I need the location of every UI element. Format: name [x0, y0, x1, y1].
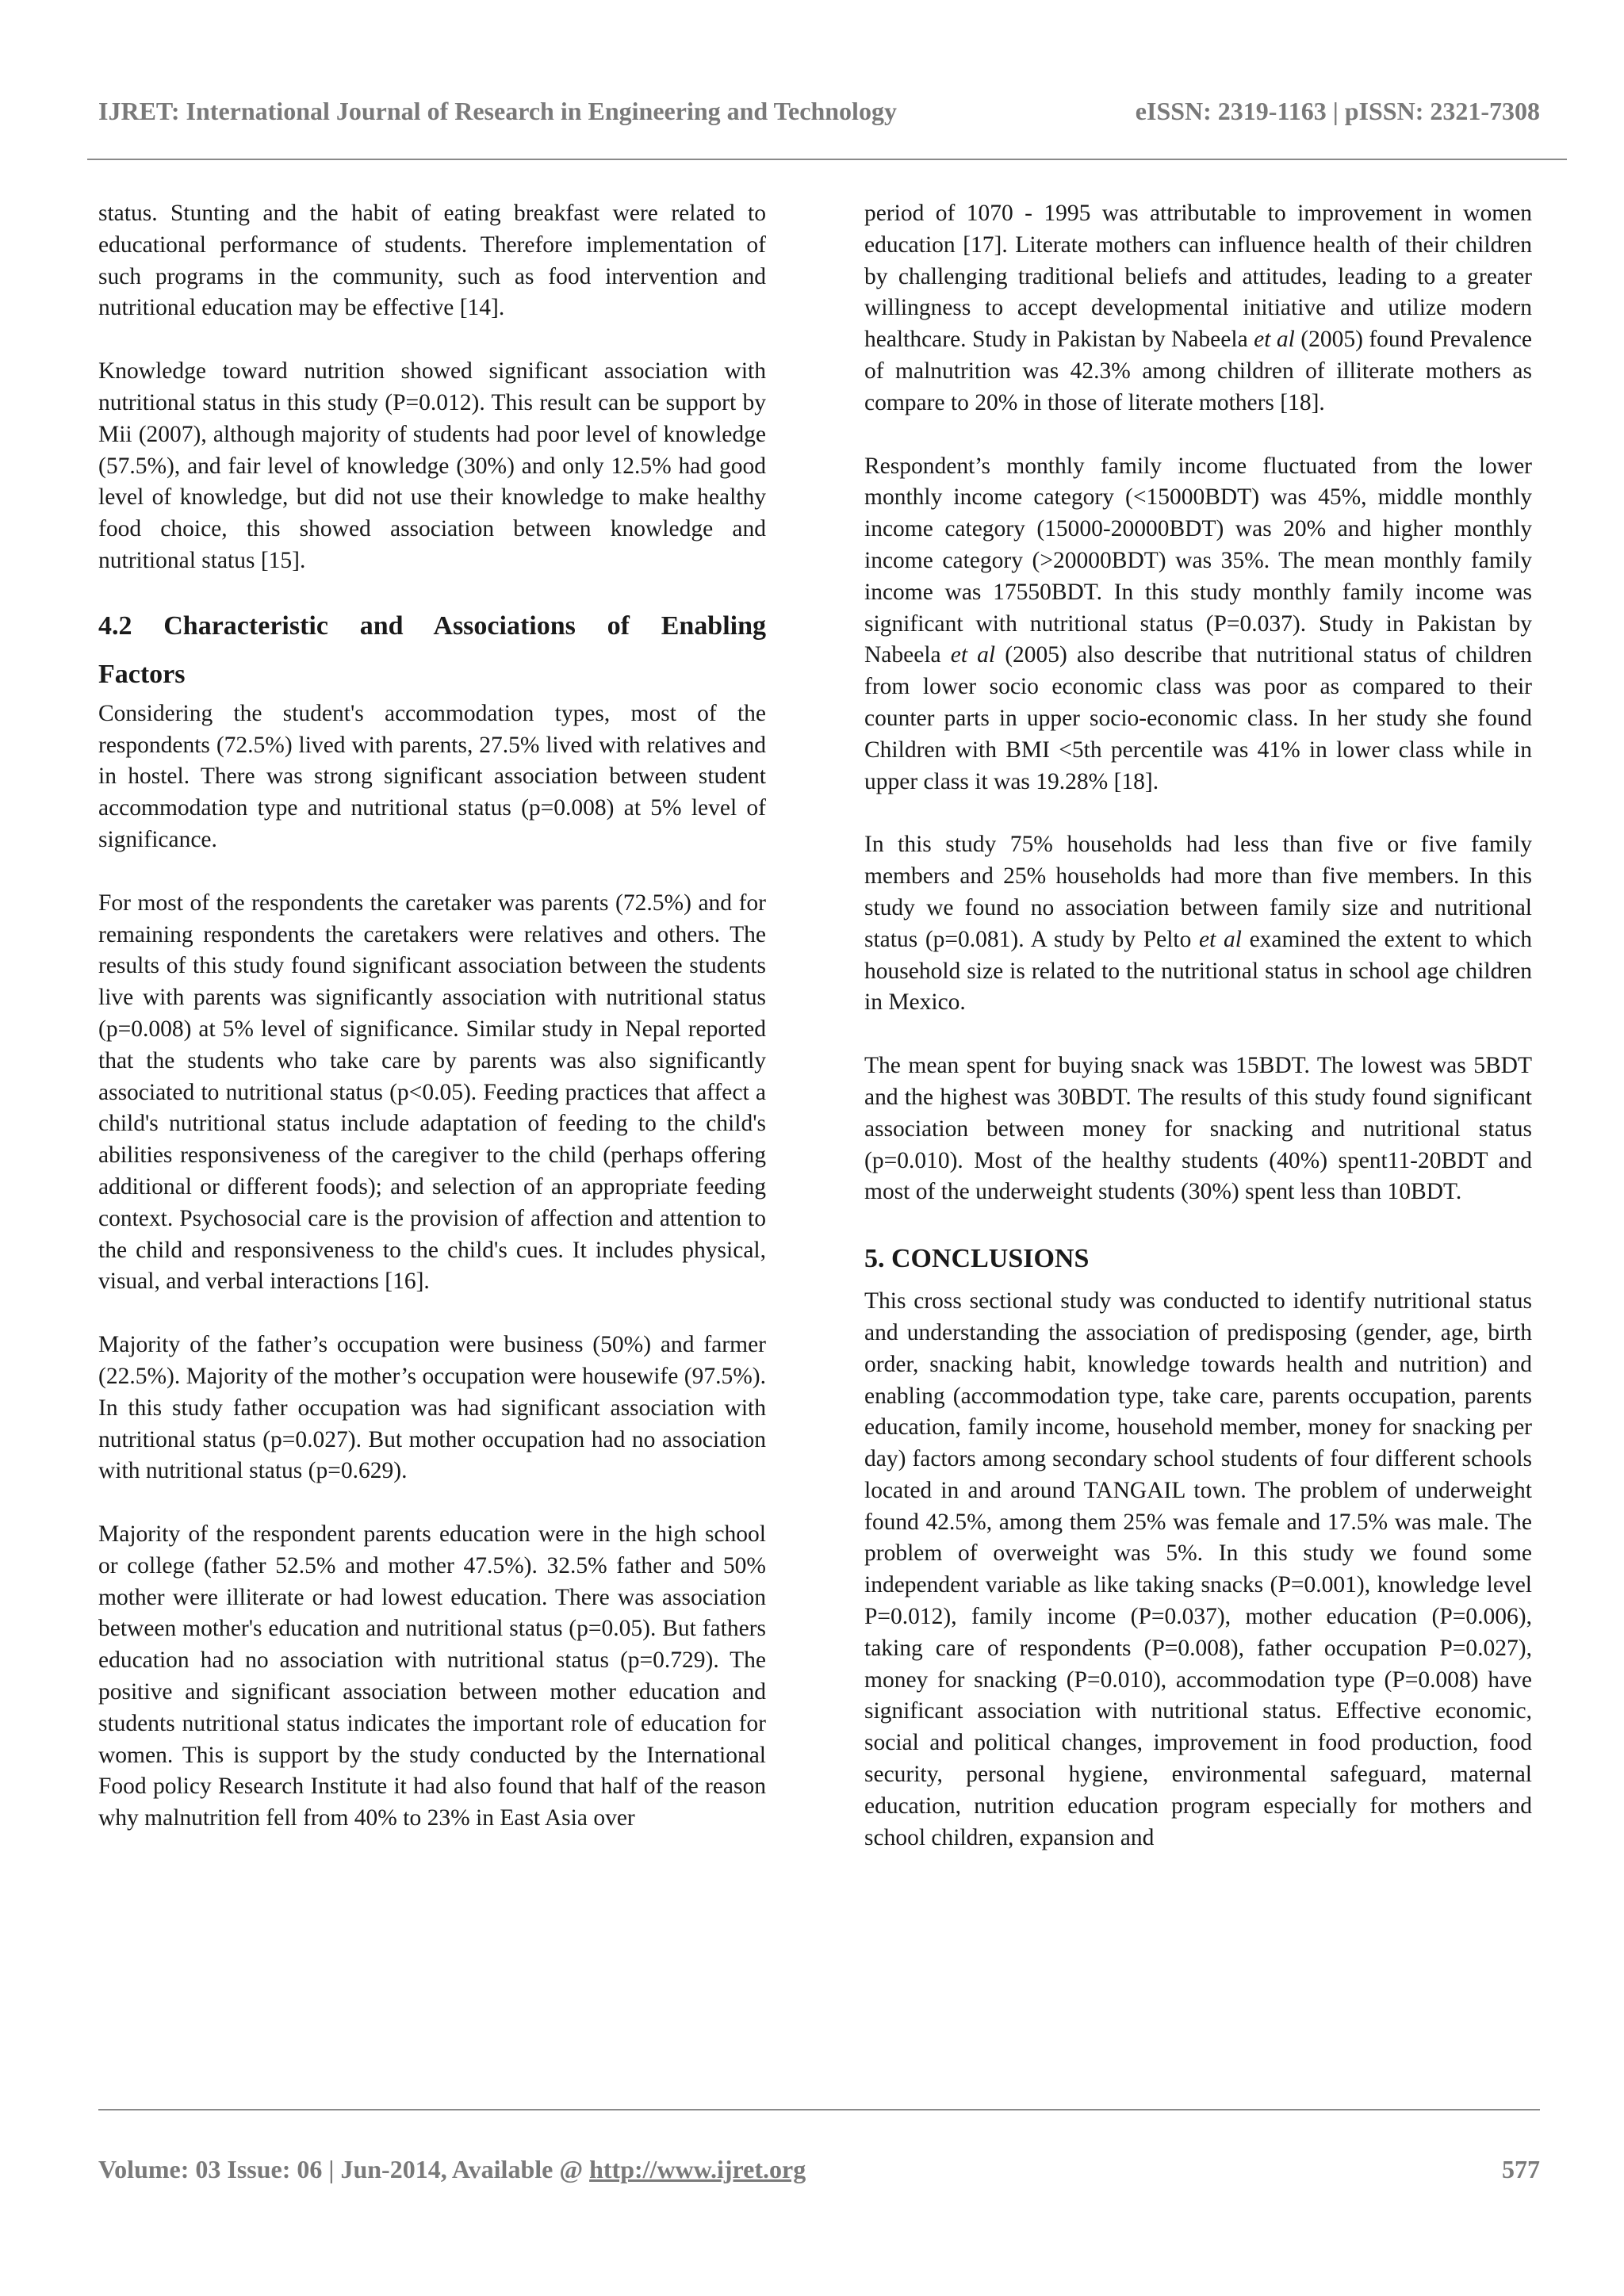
section-heading-4-2-continued: Factors	[98, 659, 186, 689]
running-footer	[98, 2155, 1540, 2191]
paragraph: In this study 75% households had less than five or five family members and 25% households had more than five members. In this study we found no association between family size and nutritional status (p=0.081). A study by Pelto et al examined the extent to which household size is related to the nutritional status in school age children in Mexico.	[864, 832, 1532, 1016]
paragraph: Respondent’s monthly family income fluctuated from the lower monthly income category (<15000BDT) was 45%, middle monthly income category (15000-20000BDT) was 20% and higher monthly income category (>20000BDT) was 35%. The mean monthly family income was 17550BDT. In this study monthly family income was significant with nutritional status (P=0.037). Study in Pakistan by Nabeela et al (2005) also describe that nutritional status of children from lower socio economic class was poor as compared to their counter parts in upper socio-economic class. In her study she found Children with BMI <5th percentile was 41% in lower class while in upper class it was 19.28% [18].	[864, 453, 1533, 794]
running-header	[98, 97, 1540, 138]
journal-title: IJRET: International Journal of Research in Engineering and Technology	[98, 97, 897, 125]
paragraph: Knowledge toward nutrition showed significant association with nutritional status in this study (P=0.012). This result can be support by Mii (2007), although majority of students had poor level of knowledge (57.5%), and fair level of knowledge (30%) and only 12.5% had good level of knowledge, but did not use their knowledge to make healthy food choice, this showed association between knowledge and nutritional status [15].	[98, 358, 766, 573]
journal-url-link[interactable]: http://www.ijret.org	[589, 2155, 806, 2183]
paragraph: The mean spent for buying snack was 15BDT. The lowest was 5BDT and the highest was 30BDT. The results of this study found significant association between money for snacking and nutritional status (p=0.010). Most of the healthy students (40%) spent11-20BDT and most of the underweight students (30%) spent less than 10BDT.	[864, 1053, 1532, 1205]
left-column	[98, 198, 766, 1835]
issn-label: eISSN: 2319-1163 | pISSN: 2321-7308	[1135, 97, 1540, 125]
et-al-citation: et al	[1199, 926, 1242, 952]
page-number: 577	[1502, 2155, 1540, 2183]
volume-info: Volume: 03 Issue: 06 | Jun-2014, Available @ http://www.ijret.org	[98, 2155, 806, 2183]
et-al-citation: et al	[1254, 327, 1295, 353]
paragraph: Majority of the father’s occupation were business (50%) and farmer (22.5%). Majority of the mother’s occupation were housewife (97.5%). In this study father occupation was had significant association with nutritional status (p=0.027). But mother occupation had no association with nutritional status (p=0.629).	[98, 1332, 766, 1484]
section-heading-conclusions: 5. CONCLUSIONS	[864, 1244, 1090, 1274]
paragraph: This cross sectional study was conducted to identify nutritional status and understanding the association of predisposing (gender, age, birth order, snacking habit, knowledge towards health and nutrition) and enabling (accommodation type, take care, parents occupation, parents education, family income, household member, money for snacking per day) factors among secondary school students of four different schools located in and around TANGAIL town. The problem of underweight found 42.5%, among them 25% was female and 17.5% was male. The problem of overweight was 5%. In this study we found some independent variable as like taking snacks (P=0.001), knowledge level P=0.012), family income (P=0.037), mother education (P=0.006), taking care of respondents (P=0.008), father occupation P=0.027), money for snacking (P=0.010), accommodation type (P=0.008) have significant association with nutritional status. Effective economic, social and political changes, improvement in food production, food security, personal hygiene, environmental safeguard, maternal education, nutrition education program especially for mothers and school children, expansion and	[864, 1288, 1532, 1850]
paragraph: status. Stunting and the habit of eating breakfast were related to educational performance of students. Therefore implementation of such programs in the community, such as food intervention and nutritional education may be effective [14].	[98, 201, 766, 321]
paragraph: Considering the student's accommodation types, most of the respondents (72.5%) lived with parents, 27.5% lived with relatives and in hostel. There was strong significant association between student accommodation type and nutritional status (p=0.008) at 5% level of significance.	[98, 700, 766, 852]
paragraph: For most of the respondents the caretaker was parents (72.5%) and for remaining respondents the caretakers were relatives and others. The results of this study found significant association between the students live with parents was significantly association with nutritional status (p=0.008) at 5% level of significance. Similar study in Nepal reported that the students who take care by parents was also significantly associated to nutritional status (p<0.05). Feeding practices that affect a child's nutritional status include adaptation of feeding to the child's abilities responsiveness of the caregiver to the child (perhaps offering additional or different foods); and selection of an appropriate feeding context. Psychosocial care is the provision of affection and attention to the child and responsiveness to the child's cues. It includes physical, visual, and verbal interactions [16].	[98, 890, 766, 1295]
footer-divider	[98, 2109, 1540, 2110]
et-al-citation: et al	[950, 642, 996, 668]
paragraph: Majority of the respondent parents education were in the high school or college (father 52.5% and mother 47.5%). 32.5% father and 50% mother were illiterate or had lowest education. There was association between mother's education and nutritional status (p=0.05). But fathers education had no association with nutritional status (p=0.729). The positive and significant association between mother education and students nutritional status indicates the important role of education for women. This is support by the study conducted by the International Food policy Research Institute it had also found that half of the reason why malnutrition fell from 40% to 23% in East Asia over	[98, 1521, 766, 1831]
section-heading-4-2: 4.2 Characteristic and Associations of Enabling	[98, 610, 766, 641]
right-column	[864, 198, 1532, 1854]
header-divider	[87, 159, 1567, 160]
paragraph: period of 1070 - 1995 was attributable to improvement in women education [17]. Literate mothers can influence health of their children by challenging traditional beliefs and attitudes, leading to a greater willingness to accept developmental initiative and utilize modern healthcare. Study in Pakistan by Nabeela et al (2005) found Prevalence of malnutrition was 42.3% among children of illiterate mothers as compare to 20% in those of literate mothers [18].	[864, 201, 1533, 415]
